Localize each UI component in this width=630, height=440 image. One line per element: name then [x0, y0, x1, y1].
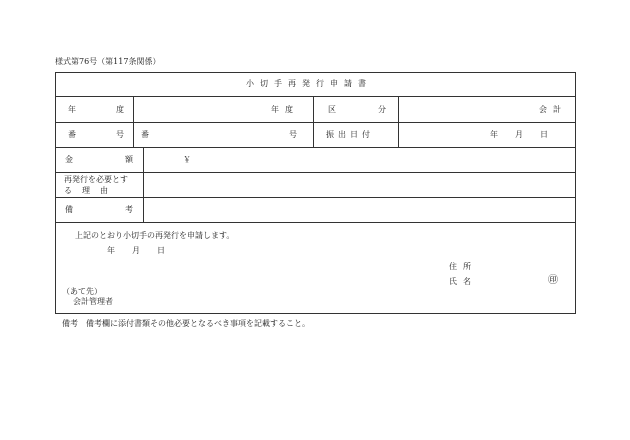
address-field[interactable] — [478, 258, 558, 272]
account-suffix: 会計 — [539, 105, 567, 114]
issue-date-field[interactable] — [399, 122, 575, 147]
issue-date-label: 振出日付 — [326, 130, 374, 139]
number-label-b: 号 — [116, 130, 124, 139]
address-label: 住所 — [449, 262, 477, 271]
recipient-name: 会計管理者 — [73, 297, 113, 306]
section-label-b: 分 — [378, 105, 386, 114]
fiscal-year-suffix: 年度 — [271, 105, 299, 114]
seal-mark: ㊞ — [548, 275, 558, 286]
remarks-label-a: 備 — [65, 205, 73, 214]
reason-label-line2: る 理 由 — [64, 186, 109, 195]
section-label-a: 区 — [328, 105, 336, 114]
footnote: 備考 備考欄に添付書類その他必要となるべき事項を記載すること。 — [62, 319, 310, 328]
form-title: 小切手再発行申請書 — [246, 79, 372, 88]
issue-date-year: 年 — [490, 130, 498, 139]
issue-date-day: 日 — [540, 130, 548, 139]
check-number-suffix: 号 — [289, 130, 297, 139]
addressee-label: （あて先） — [62, 287, 102, 296]
amount-label-b: 額 — [125, 155, 133, 164]
remarks-field[interactable] — [144, 197, 575, 222]
remarks-label-b: 考 — [125, 205, 133, 214]
declaration-statement: 上記のとおり小切手の再発行を申請します。 — [75, 231, 235, 240]
declaration-date-year: 年 — [107, 246, 115, 255]
number-label-a: 番 — [68, 130, 76, 139]
name-label: 氏名 — [449, 277, 477, 286]
amount-label-a: 金 — [65, 155, 73, 164]
check-number-prefix: 番 — [141, 130, 149, 139]
issue-date-month: 月 — [515, 130, 523, 139]
year-label-b: 度 — [116, 105, 124, 114]
declaration-date-month: 月 — [132, 246, 140, 255]
year-label-a: 年 — [68, 105, 76, 114]
amount-field[interactable] — [144, 147, 575, 172]
form-number: 様式第76号（第117条関係） — [55, 57, 161, 66]
reason-label-line1: 再発行を必要とす — [64, 175, 128, 184]
check-number-field[interactable] — [134, 122, 313, 147]
declaration-date-day: 日 — [157, 246, 165, 255]
reason-field[interactable] — [144, 172, 575, 197]
applicant-name-field[interactable] — [478, 273, 544, 287]
yen-sign: ￥ — [183, 155, 191, 164]
